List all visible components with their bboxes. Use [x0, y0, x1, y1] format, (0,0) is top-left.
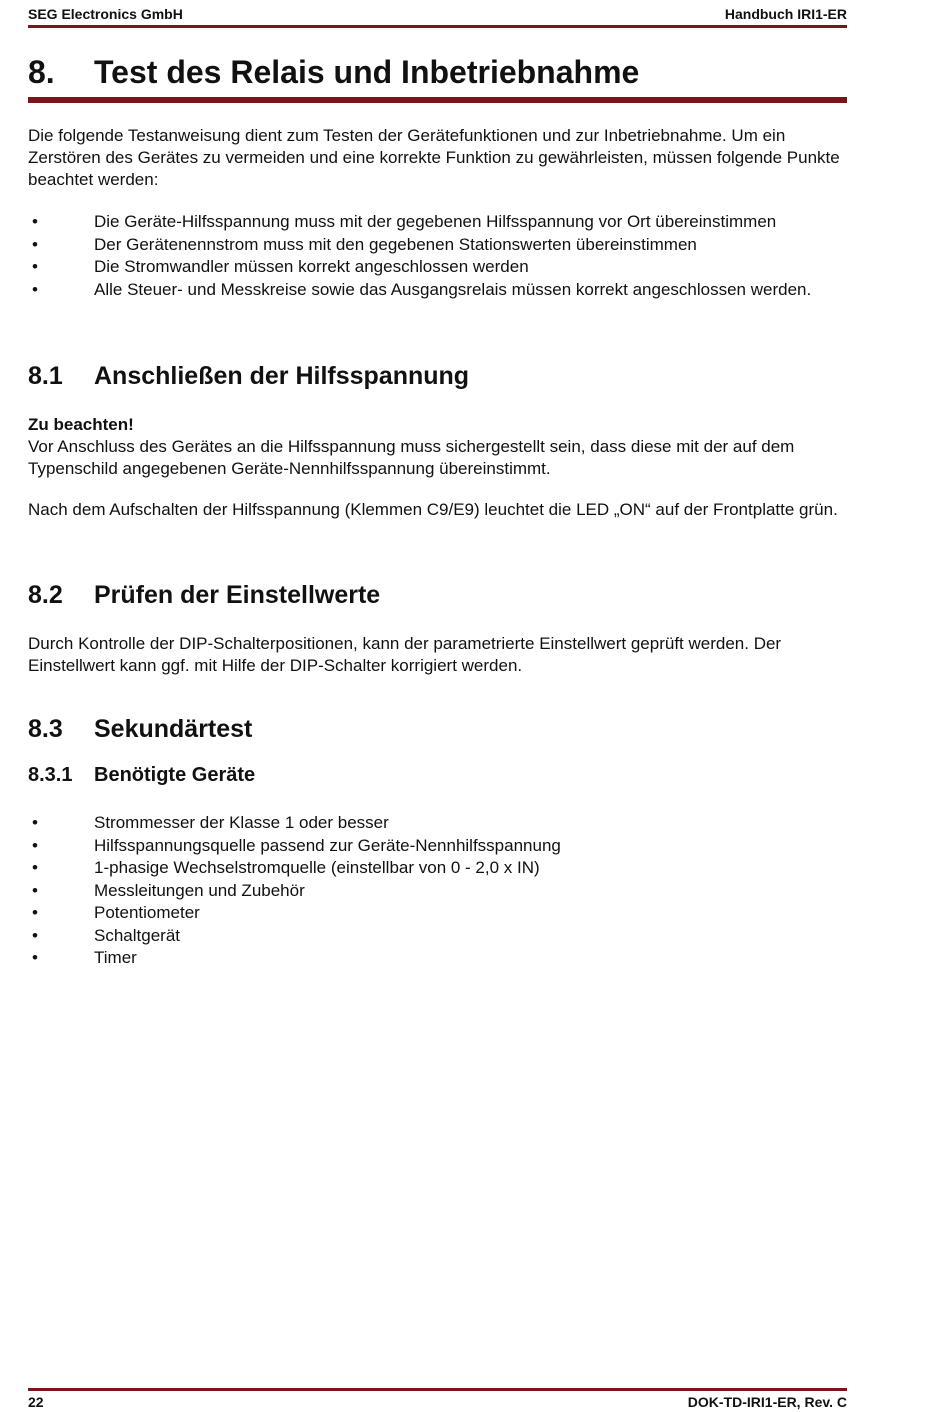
section-8-bullet-list	[28, 211, 847, 301]
footer-rule	[28, 1388, 847, 1391]
section-8-3-title: Sekundärtest	[94, 715, 253, 743]
title-rule	[28, 97, 847, 103]
list-item-text: Der Gerätenennstrom muss mit den gegebenen Stationswerten übereinstimmen	[94, 234, 697, 254]
bullet-icon: •	[32, 925, 38, 945]
list-item	[28, 947, 847, 970]
section-8-2-heading	[28, 581, 380, 610]
section-8-3-1-heading	[28, 764, 255, 787]
list-item	[28, 925, 847, 948]
bullet-icon: •	[32, 279, 38, 299]
section-8-3-heading	[28, 715, 252, 744]
bullet-icon: •	[32, 257, 38, 276]
list-item-text: Schaltgerät	[94, 925, 180, 945]
list-item-text: 1-phasige Wechselstromquelle (einstellbar von 0 - 2,0 x IN)	[94, 858, 540, 877]
section-8-1-para	[28, 499, 847, 521]
list-item	[28, 279, 847, 302]
page-footer	[28, 1394, 847, 1412]
list-item	[28, 234, 847, 257]
section-8-heading	[28, 54, 639, 91]
list-item	[28, 880, 847, 903]
list-item	[28, 812, 847, 835]
section-8-1-heading	[28, 362, 469, 391]
section-8-1-title: Anschließen der Hilfsspannung	[94, 362, 470, 390]
equipment-list	[28, 812, 847, 970]
header-company: SEG Electronics GmbH	[28, 6, 183, 22]
page-header	[28, 6, 847, 26]
list-item	[28, 256, 847, 279]
section-8-2-para	[28, 633, 847, 677]
intro-text: Die folgende Testanweisung dient zum Testen der Gerätefunktionen und zur Inbetriebnahme. Um ein Zerstören des Gerätes zu vermeiden und eine korrekte Funktion zu gewährleisten, müssen folgende Punkte beachtet werden:	[28, 126, 840, 189]
bullet-icon: •	[32, 903, 38, 922]
bullet-icon: •	[32, 212, 38, 231]
page-number: 22	[28, 1394, 44, 1410]
section-8-number: 8.	[28, 54, 55, 90]
note-text: Vor Anschluss des Gerätes an die Hilfsspannung muss sichergestellt sein, dass diese mit der auf dem Typenschild angegebenen Geräte-Nennhilfsspannung übereinstimmt.	[28, 437, 795, 478]
list-item-text: Alle Steuer- und Messkreise sowie das Ausgangsrelais müssen korrekt angeschlossen werden.	[94, 279, 812, 299]
section-8-1-note	[28, 414, 847, 480]
list-item-text: Die Geräte-Hilfsspannung muss mit der gegebenen Hilfsspannung vor Ort übereinstimmen	[94, 212, 777, 231]
note-label: Zu beachten!	[28, 415, 134, 434]
bullet-icon: •	[32, 813, 38, 832]
list-item-text: Die Stromwandler müssen korrekt angeschlossen werden	[94, 257, 529, 276]
section-8-2-title: Prüfen der Einstellwerte	[94, 581, 381, 609]
list-item	[28, 835, 847, 858]
bullet-icon: •	[32, 948, 38, 967]
list-item-text: Messleitungen und Zubehör	[94, 880, 305, 900]
section-8-title: Test des Relais und Inbetriebnahme	[94, 54, 640, 90]
list-item	[28, 902, 847, 925]
header-rule	[28, 25, 847, 28]
bullet-icon: •	[32, 835, 38, 855]
list-item	[28, 211, 847, 234]
section-8-3-number: 8.3	[28, 715, 63, 743]
dip-text: Durch Kontrolle der DIP-Schalterpositionen, kann der parametrierte Einstellwert geprüft werden. Der Einstellwert kann ggf. mit Hilfe der DIP-Schalter korrigiert werden.	[28, 634, 782, 675]
section-8-1-number: 8.1	[28, 362, 63, 390]
list-item-text: Potentiometer	[94, 903, 200, 922]
section-8-3-1-number: 8.3.1	[28, 764, 73, 786]
document-id: DOK-TD-IRI1-ER, Rev. C	[687, 1394, 847, 1410]
list-item-text: Strommesser der Klasse 1 oder besser	[94, 813, 389, 832]
header-manual: Handbuch IRI1-ER	[724, 6, 847, 22]
list-item-text: Hilfsspannungsquelle passend zur Geräte-Nennhilfsspannung	[94, 835, 561, 855]
bullet-icon: •	[32, 234, 38, 254]
led-text: Nach dem Aufschalten der Hilfsspannung (Klemmen C9/E9) leuchtet die LED „ON“ auf der Frontplatte grün.	[28, 500, 838, 519]
bullet-icon: •	[32, 858, 38, 877]
section-8-3-1-title: Benötigte Geräte	[94, 764, 256, 786]
list-item	[28, 857, 847, 880]
bullet-icon: •	[32, 880, 38, 900]
section-8-intro	[28, 125, 847, 191]
section-8-2-number: 8.2	[28, 581, 63, 609]
list-item-text: Timer	[94, 948, 137, 967]
